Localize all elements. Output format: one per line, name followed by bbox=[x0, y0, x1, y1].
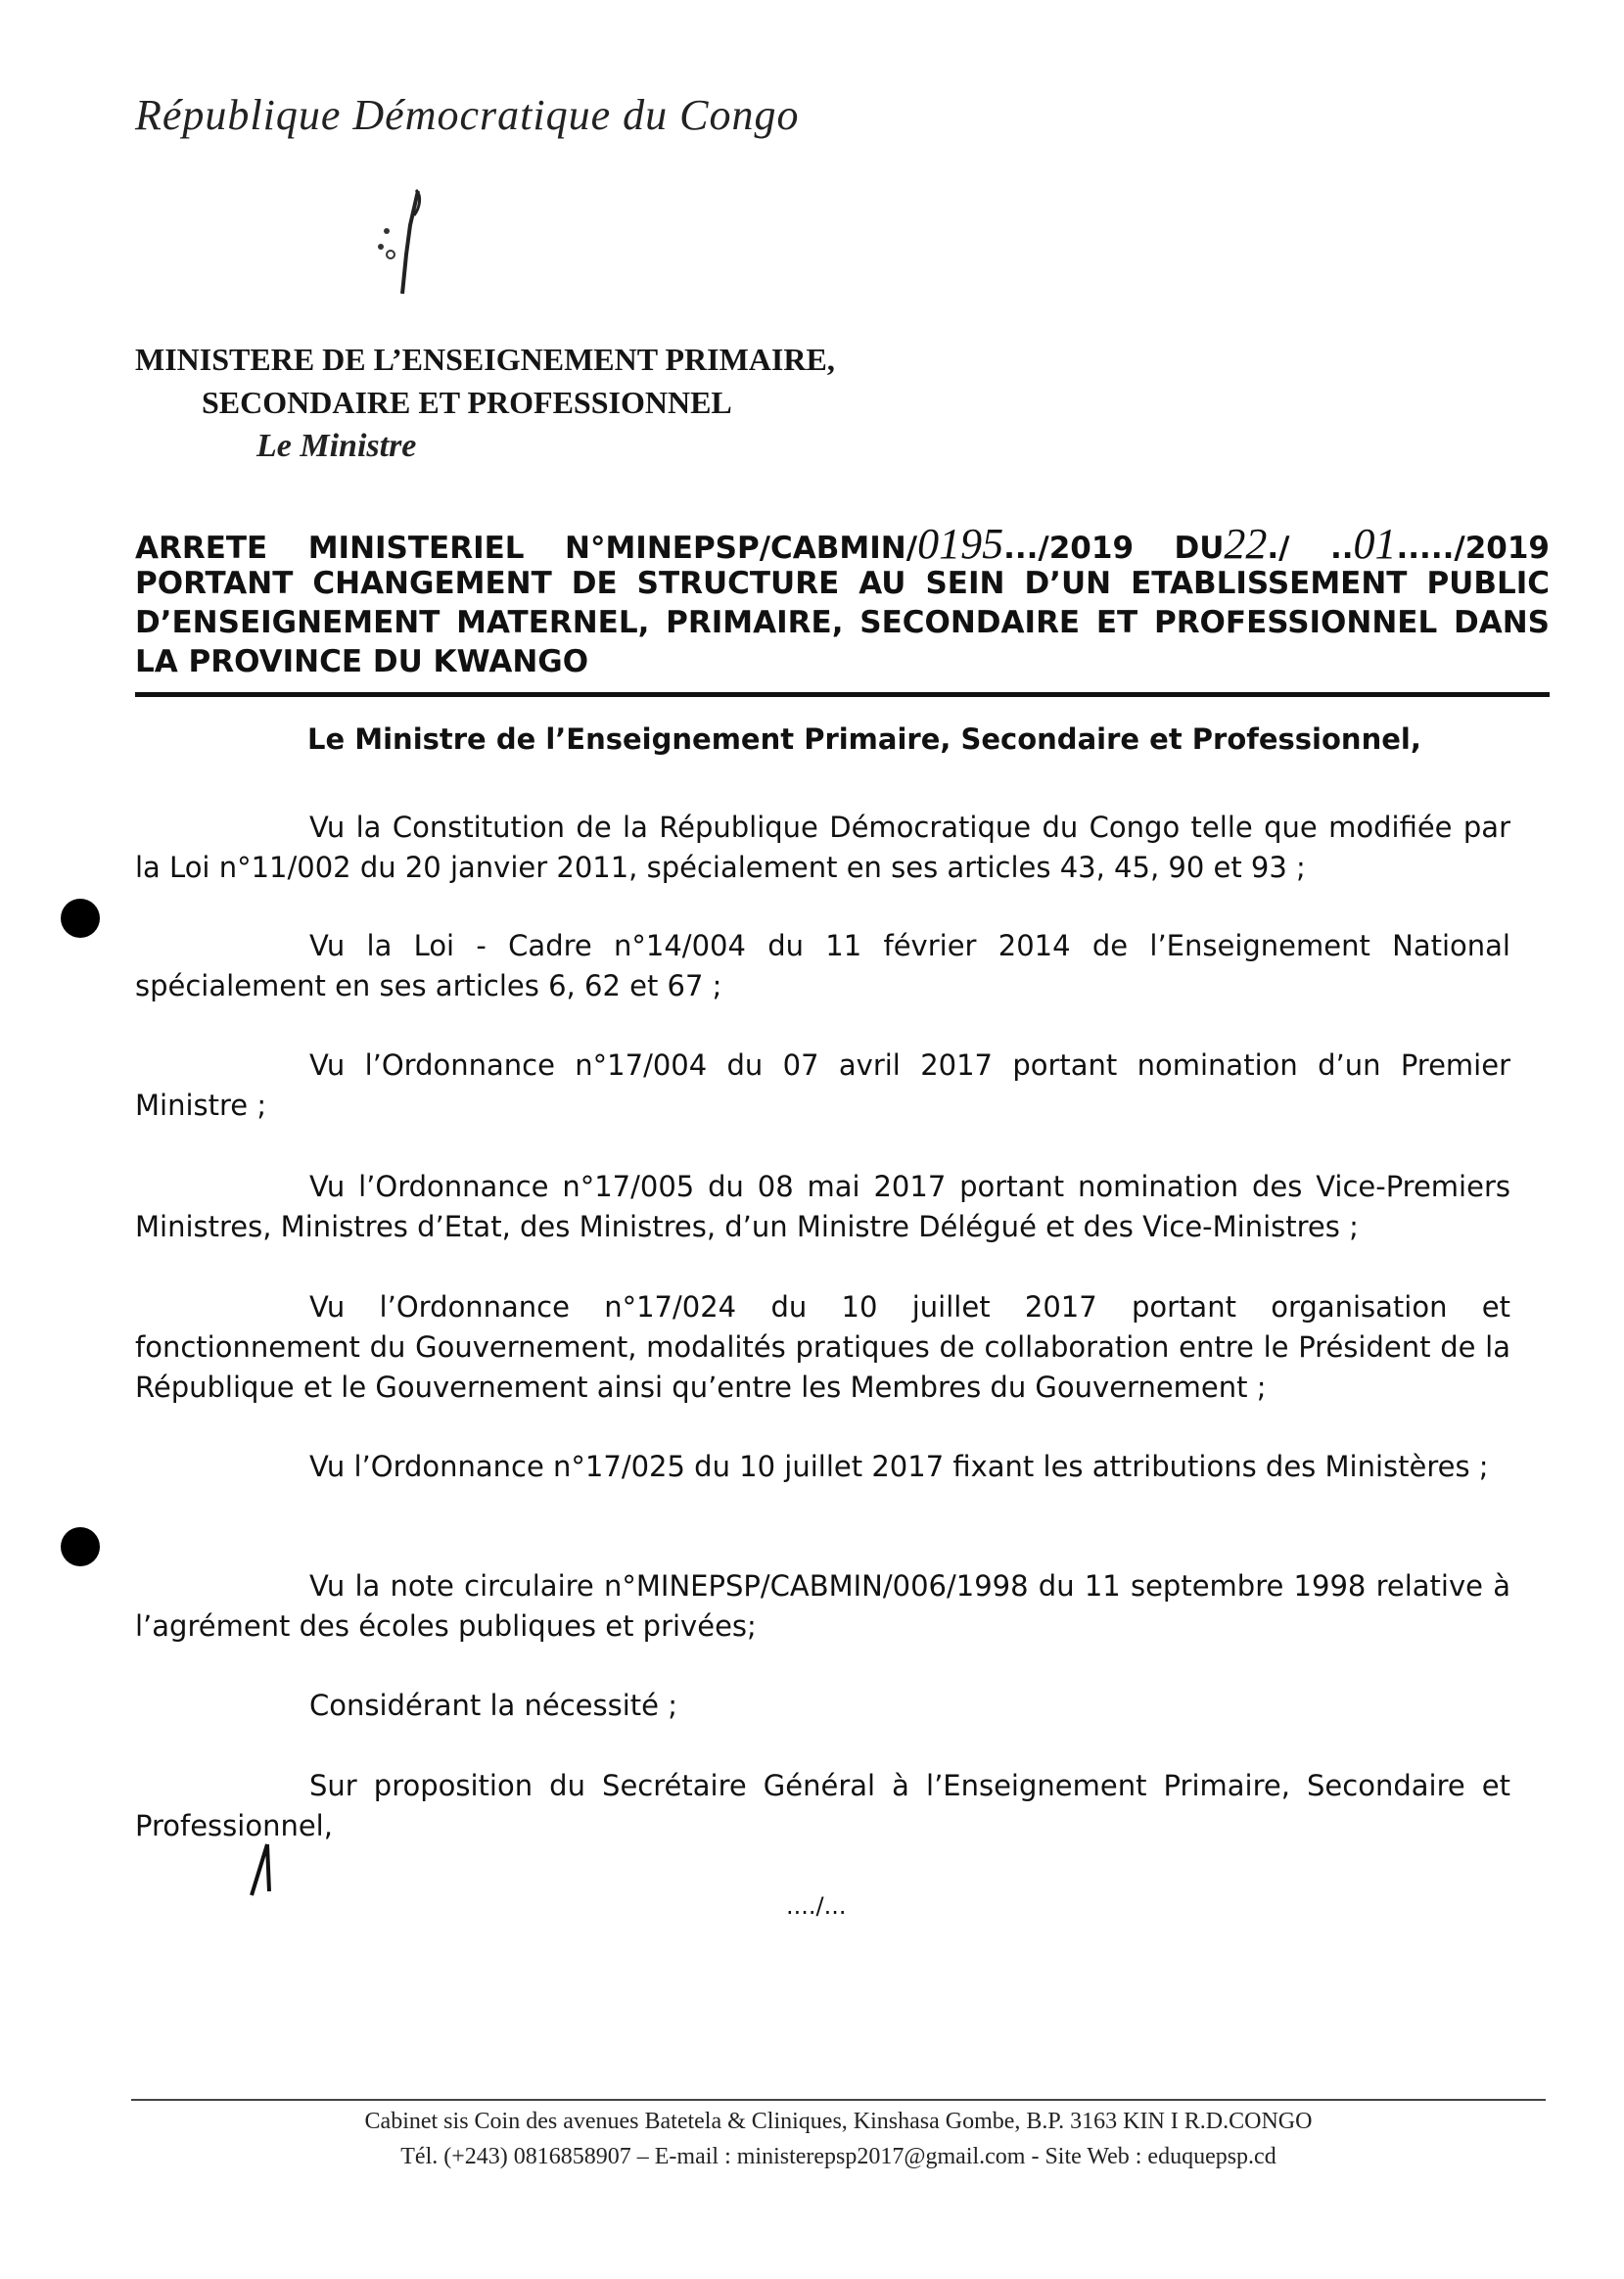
footer-contact: Tél. (+243) 0816858907 – E-mail : ministerepsp2017@gmail.com - Site Web : eduquepsp.cd bbox=[400, 2144, 1276, 2169]
ministry-line-1: MINISTERE DE L’ENSEIGNEMENT PRIMAIRE, bbox=[135, 342, 835, 377]
arrete-number-handwritten: 0195 bbox=[917, 520, 1004, 568]
arrete-month-handwritten: 01 bbox=[1353, 520, 1397, 568]
consideration-ordonnance-premier-ministre: Vu l’Ordonnance n°17/004 du 07 avril 2017 portant nomination d’un Premier Ministre ; bbox=[135, 1048, 1510, 1122]
ministry-line-2: SECONDAIRE ET PROFESSIONNEL bbox=[202, 385, 732, 420]
consideration-necessite: Considérant la nécessité ; bbox=[309, 1689, 677, 1722]
arrete-reference-line: ARRETE MINISTERIEL N°MINEPSP/CABMIN/0195.../2019 DU22./ ..01...../2019 bbox=[135, 520, 1550, 568]
consideration-constitution: Vu la Constitution de la République Démocratique du Congo telle que modifiée par la Loi n°11/002 du 20 janvier 2011, spécialement en ses articles 43, 45, 90 et 93 ; bbox=[135, 811, 1510, 884]
consideration-ordonnance-attributions: Vu l’Ordonnance n°17/025 du 10 juillet 2017 fixant les attributions des Ministères ; bbox=[309, 1450, 1489, 1483]
punch-hole-bottom bbox=[61, 1527, 100, 1566]
punch-hole-top bbox=[61, 899, 100, 938]
republic-heading: République Démocratique du Congo bbox=[135, 91, 800, 139]
ministry-name bbox=[135, 338, 835, 424]
minister-declaration: Le Ministre de l’Enseignement Primaire, Secondaire et Professionnel, bbox=[307, 722, 1421, 756]
title-divider bbox=[135, 692, 1550, 697]
consideration-note-circulaire: Vu la note circulaire n°MINEPSP/CABMIN/006/1998 du 11 septembre 1998 relative à l’agrément des écoles publiques et privées; bbox=[135, 1569, 1510, 1643]
le-ministre-label: Le Ministre bbox=[256, 428, 417, 464]
coat-of-arms-icon bbox=[367, 186, 436, 303]
consideration-proposition: Sur proposition du Secrétaire Général à l’Enseignement Primaire, Secondaire et Professionnel, bbox=[135, 1769, 1510, 1842]
arrete-day-handwritten: 22 bbox=[1224, 520, 1268, 568]
page-continuation: ..../... bbox=[786, 1892, 847, 1920]
footer-address: Cabinet sis Coin des avenues Batetela & Cliniques, Kinshasa Gombe, B.P. 3163 KIN I R.D.CONGO bbox=[364, 2109, 1313, 2134]
arrete-title: PORTANT CHANGEMENT DE STRUCTURE AU SEIN D’UN ETABLISSEMENT PUBLIC D’ENSEIGNEMENT MATERNEL, PRIMAIRE, SECONDAIRE ET PROFESSIONNEL DANS LA PROVINCE DU KWANGO bbox=[135, 566, 1550, 679]
footer-divider bbox=[131, 2099, 1546, 2101]
consideration-ordonnance-organisation: Vu l’Ordonnance n°17/024 du 10 juillet 2017 portant organisation et fonctionnement du Gouvernement, modalités pratiques de collaboration entre le Président de la République et le Gouvernement ainsi qu’entre les Membres du Gouvernement ; bbox=[135, 1290, 1510, 1404]
consideration-loi-cadre: Vu la Loi - Cadre n°14/004 du 11 février 2014 de l’Enseignement National spécialement en ses articles 6, 62 et 67 ; bbox=[135, 929, 1510, 1002]
consideration-ordonnance-nomination: Vu l’Ordonnance n°17/005 du 08 mai 2017 portant nomination des Vice-Premiers Ministres, Ministres d’Etat, des Ministres, d’un Ministre Délégué et des Vice-Ministres ; bbox=[135, 1170, 1510, 1243]
handwritten-initial-icon bbox=[240, 1840, 289, 1899]
